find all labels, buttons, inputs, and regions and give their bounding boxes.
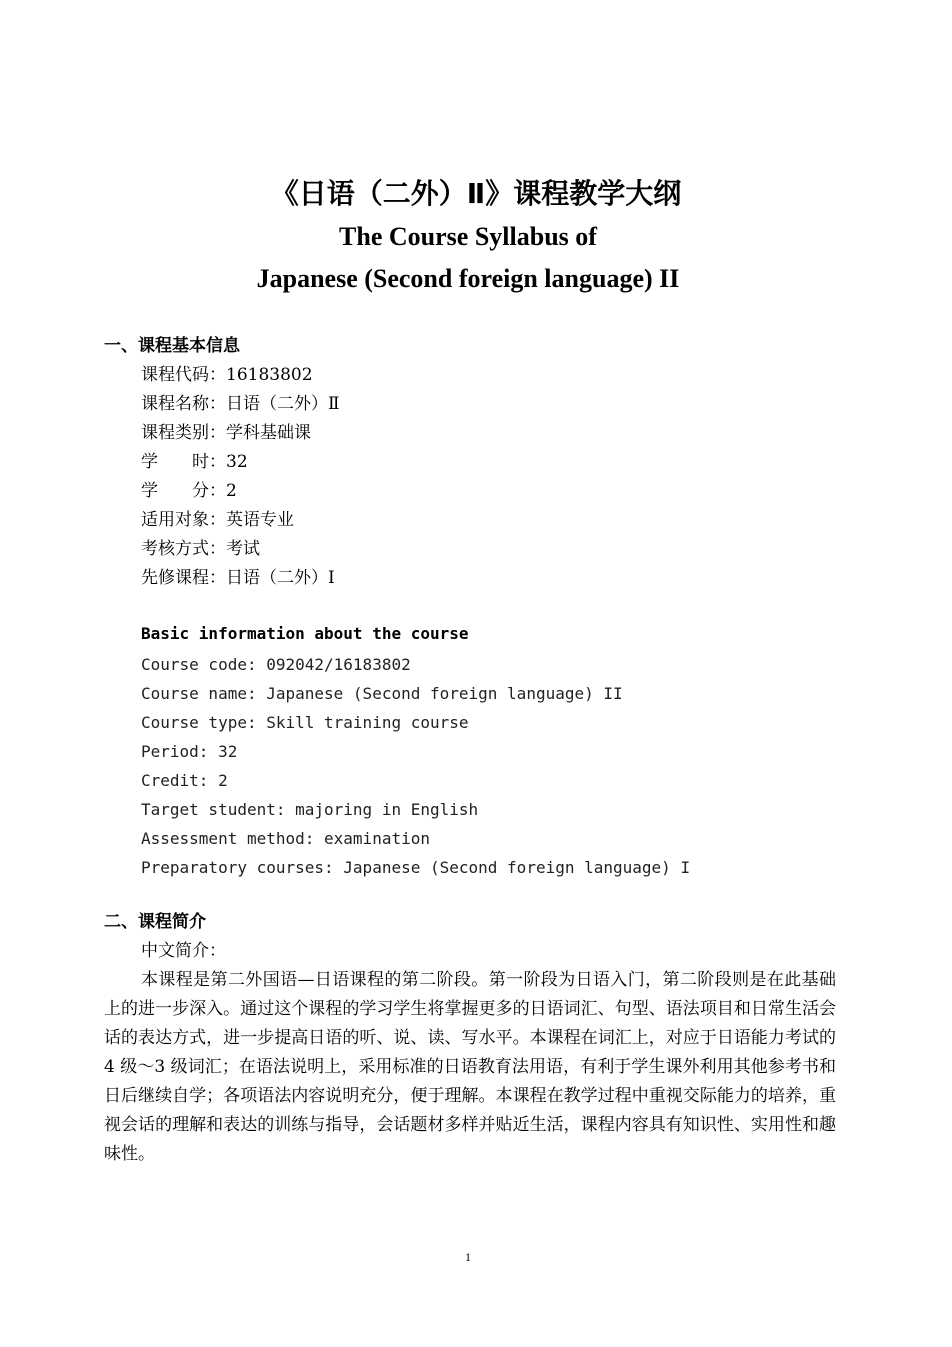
course-info-en <box>141 650 690 882</box>
chinese-intro-label: 中文简介： <box>141 941 226 961</box>
course-intro-paragraph: 本课程是第二外国语—日语课程的第二阶段。第一阶段为日语入门，第二阶段则是在此基础上的进一步深入。通过这个课程的学习学生将掌握更多的日语词汇、句型、语法项目和日常生活会话的表达方式，进一步提高日语的听、说、读、写水平。本课程在词汇上，对应于日语能力考试的 4 级～3 级词汇；在语法说明上，采用标准的日语教育法用语，有利于学生课外利用其他参考书和日后继续自学；各项语法内容说明充分，便于理解。本课程在教学过程中重视交际能力的培养，重视会话的理解和表达的训练与指导，会话题材多样并贴近生活，课程内容具有知识性、实用性和趣味性。 <box>104 970 836 1164</box>
course-info-row: 课程代码：16183802 <box>141 365 313 385</box>
course-info-en-row: Preparatory courses: Japanese (Second foreign language) I <box>141 858 691 877</box>
course-info-en-row: Assessment method: examination <box>141 829 430 848</box>
course-info-cn <box>141 361 340 593</box>
title-chinese: 《日语（二外）Ⅱ》课程教学大纲 <box>270 177 682 210</box>
title-english-line2: Japanese (Second foreign language) II <box>256 264 680 293</box>
course-info-row: 适用对象：英语专业 <box>141 510 294 530</box>
course-info-row: 考核方式：考试 <box>141 539 260 559</box>
section2-heading: 二、课程简介 <box>104 912 206 932</box>
course-info-en-row: Credit: 2 <box>141 771 228 790</box>
basic-info-en-heading: Basic information about the course <box>141 624 469 643</box>
page-number: 1 <box>465 1250 471 1264</box>
course-info-row: 课程类别：学科基础课 <box>141 423 311 443</box>
course-info-en-row: Course name: Japanese (Second foreign language) II <box>141 684 623 703</box>
course-info-row: 先修课程：日语（二外）Ⅰ <box>141 568 335 588</box>
course-info-en-row: Period: 32 <box>141 742 238 761</box>
course-info-en-row: Course code: 092042/16183802 <box>141 655 411 674</box>
course-info-row: 课程名称：日语（二外）Ⅱ <box>141 394 340 414</box>
title-english-line1: The Course Syllabus of <box>339 222 597 251</box>
course-info-row: 学 分：2 <box>141 481 237 501</box>
section1-heading: 一、课程基本信息 <box>104 336 240 356</box>
course-info-row: 学 时：32 <box>141 452 248 472</box>
course-info-en-row: Course type: Skill training course <box>141 713 469 732</box>
course-info-en-row: Target student: majoring in English <box>141 800 479 819</box>
